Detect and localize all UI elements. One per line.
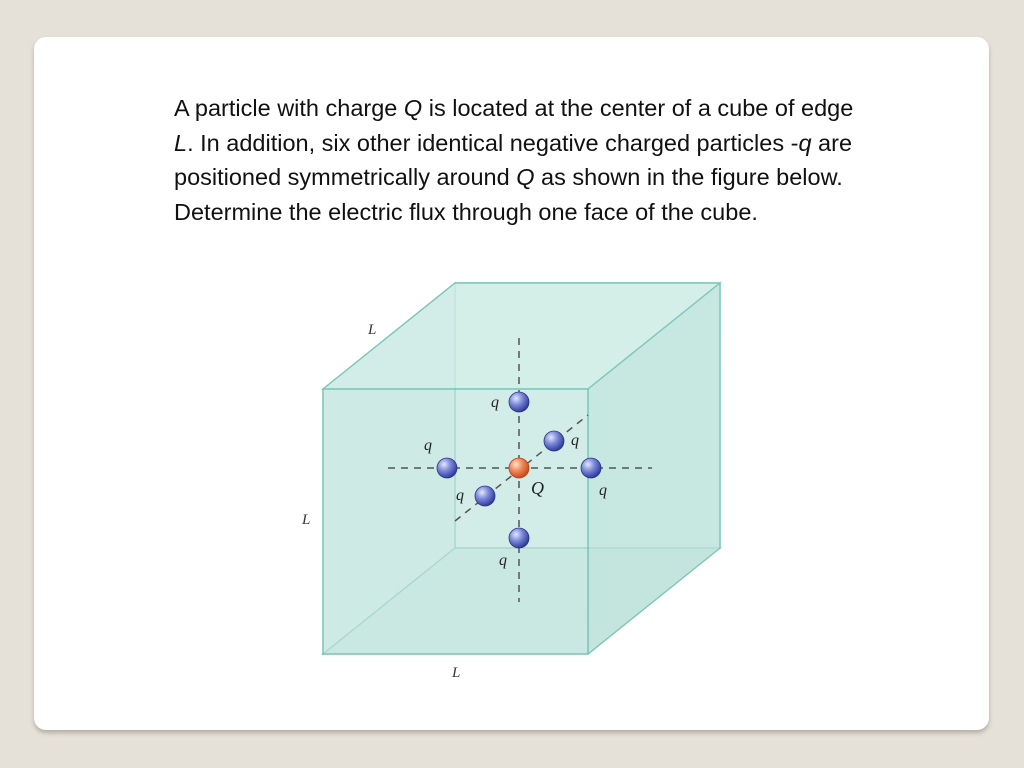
charge-label-back: q xyxy=(571,432,579,449)
center-charge-label: Q xyxy=(531,478,544,498)
charge-label-top: q xyxy=(491,394,499,411)
charge-q-symbol: q xyxy=(798,129,812,156)
problem-text-part-2: is located at the center of a cube of edge xyxy=(422,95,854,121)
edge-label-bottom: L xyxy=(452,665,461,681)
charge-Q-symbol: Q xyxy=(403,95,423,121)
problem-text-part-3: . In addition, six other identical negative charged particles - xyxy=(187,129,799,156)
problem-text-part-1: A particle with charge xyxy=(174,95,404,121)
positive-charge-center xyxy=(509,458,529,478)
negative-charge-top xyxy=(509,392,529,412)
charge-label-bottom: q xyxy=(499,552,507,569)
charge-label-left: q xyxy=(424,437,432,454)
edge-label-left: L xyxy=(302,512,311,528)
negative-charge-back xyxy=(544,431,564,451)
edge-L-symbol: L xyxy=(174,129,188,156)
negative-charge-right xyxy=(581,458,601,478)
problem-statement xyxy=(174,91,874,229)
charge-Q-symbol-2: Q xyxy=(516,164,535,190)
negative-charge-left xyxy=(437,458,457,478)
problem-text-part-5: as shown in the figure below. Determine the electric flux through one face of the cube. xyxy=(174,164,843,225)
charge-label-right: q xyxy=(599,482,607,499)
edge-label-top: L xyxy=(368,322,377,338)
cube-charge-diagram xyxy=(290,270,750,690)
charge-label-front: q xyxy=(456,487,464,504)
problem-text-part-4: are positioned symmetrically around xyxy=(174,129,853,190)
negative-charge-front xyxy=(475,486,495,506)
negative-charge-bottom xyxy=(509,528,529,548)
